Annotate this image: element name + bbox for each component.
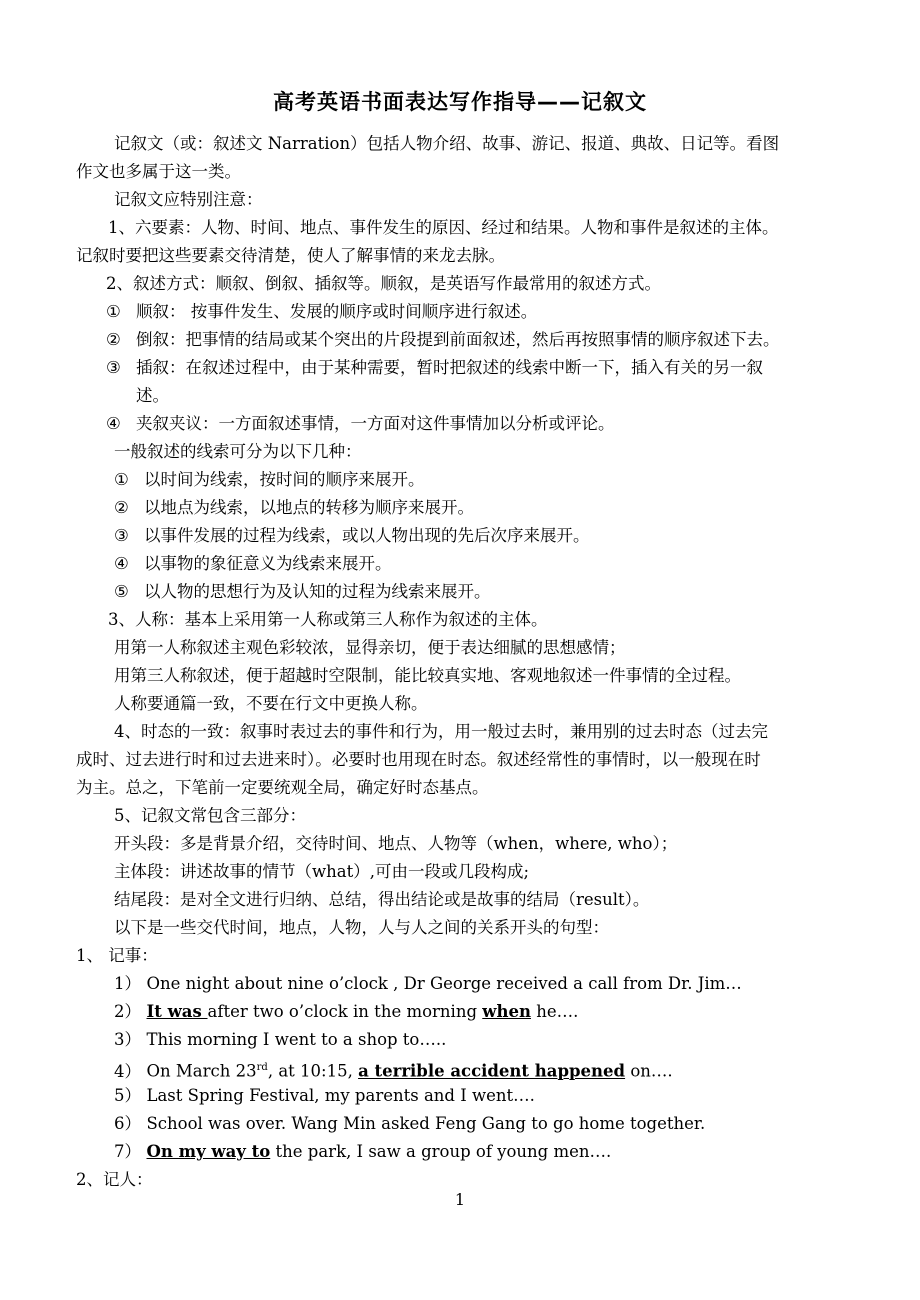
section-2-heading: 2、记人：: [76, 1170, 153, 1189]
narration-item: [106, 357, 763, 379]
example-sentence: [114, 1001, 578, 1023]
point-4-line-1: 4、时态的一致：叙事时表过去的事件和行为，用一般过去时，兼用别的过去时态（过去完: [114, 722, 768, 741]
example-number: 3）: [114, 1030, 141, 1049]
clue-item: [114, 581, 491, 603]
narration-item: [106, 413, 615, 435]
clue-marker: ①: [114, 470, 129, 489]
item-text: 夹叙夹议：一方面叙述事情，一方面对这件事情加以分析或评论。: [136, 414, 615, 433]
example-number: 5）: [114, 1086, 141, 1105]
clue-text: 以地点为线索，以地点的转移为顺序来展开。: [144, 498, 474, 517]
page-title: 高考英语书面表达写作指导——记叙文: [273, 90, 647, 114]
example-emphasis: On my way to: [146, 1142, 271, 1161]
item-continuation: 述。: [136, 386, 169, 405]
example-emphasis: a terrible accident happened: [358, 1061, 626, 1081]
example-emphasis: It was: [146, 1002, 208, 1021]
example-text: on….: [625, 1061, 673, 1081]
point-5-ending: 结尾段：是对全文进行归纳、总结，得出结论或是故事的结局（result）。: [114, 890, 650, 909]
example-number: 7）: [114, 1142, 141, 1161]
example-text: the park, I saw a group of young men….: [270, 1142, 612, 1161]
point-2-heading: 2、叙述方式：顺叙、倒叙、插叙等。顺叙，是英语写作最常用的叙述方式。: [106, 274, 661, 293]
example-text: This morning I went to a shop to…..: [146, 1030, 447, 1049]
example-text: Last Spring Festival, my parents and I went….: [146, 1086, 535, 1105]
item-marker: ①: [106, 302, 121, 321]
example-emphasis: when: [482, 1002, 531, 1021]
item-marker: ④: [106, 414, 121, 433]
example-sentence: [114, 1085, 535, 1107]
point-1-line-1: 1、六要素：人物、时间、地点、事件发生的原因、经过和结果。人物和事件是叙述的主体。: [108, 218, 779, 237]
item-text: 顺叙： 按事件发生、发展的顺序或时间顺序进行叙述。: [136, 302, 538, 321]
point-4-line-2: 成时、过去进行时和过去进来时）。必要时也用现在时态。叙述经常性的事情时，以一般现在时: [76, 750, 761, 769]
example-number: 2）: [114, 1002, 141, 1021]
point-3-line-3: 人称要通篇一致，不要在行文中更换人称。: [114, 694, 428, 713]
clue-text: 以事物的象征意义为线索来展开。: [144, 554, 392, 573]
example-sentence: [114, 1141, 611, 1163]
point-5-opening: 开头段：多是背景介绍，交待时间、地点、人物等（when，where, who）；: [114, 834, 678, 853]
page-number: 1: [454, 1190, 466, 1209]
example-text: On March 23: [146, 1061, 257, 1081]
intro-line-2: 作文也多属于这一类。: [76, 162, 241, 181]
item-marker: ②: [106, 330, 121, 349]
example-text: he….: [530, 1002, 579, 1021]
clue-marker: ②: [114, 498, 129, 517]
example-number: 1）: [114, 974, 141, 993]
example-text: School was over. Wang Min asked Feng Gang to go home together.: [146, 1114, 706, 1133]
intro-note: 记叙文应特别注意：: [114, 190, 263, 209]
example-sentence: [114, 1057, 673, 1083]
clue-item: [114, 497, 474, 519]
clue-marker: ④: [114, 554, 129, 573]
point-3-line-2: 用第三人称叙述，便于超越时空限制，能比较真实地、客观地叙述一件事情的全过程。: [114, 666, 741, 685]
intro-line-1: 记叙文（或：叙述文 Narration）包括人物介绍、故事、游记、报道、典故、日记等。看图: [114, 134, 780, 153]
example-text: One night about nine o’clock , Dr George received a call from Dr. Jim…: [146, 974, 742, 993]
clue-text: 以事件发展的过程为线索，或以人物出现的先后次序来展开。: [144, 526, 590, 545]
ordinal-suffix: rd: [256, 1062, 268, 1073]
example-number: 4）: [114, 1061, 141, 1081]
example-text: after two o’clock in the morning: [207, 1002, 483, 1021]
point-5-body: 主体段：讲述故事的情节（what）,可由一段或几段构成;: [114, 862, 530, 881]
clue-text: 以时间为线索，按时间的顺序来展开。: [144, 470, 425, 489]
point-3-heading: 3、人称：基本上采用第一人称或第三人称作为叙述的主体。: [108, 610, 548, 629]
clue-item: [114, 553, 392, 575]
clue-item: [114, 525, 590, 547]
point-4-line-3: 为主。总之，下笔前一定要统观全局，确定好时态基点。: [76, 778, 489, 797]
clue-text: 以人物的思想行为及认知的过程为线索来展开。: [144, 582, 491, 601]
clues-heading: 一般叙述的线索可分为以下几种：: [114, 442, 362, 461]
example-number: 6）: [114, 1114, 141, 1133]
example-sentence: [114, 973, 742, 995]
example-sentence: [114, 1113, 705, 1135]
point-5-heading: 5、记叙文常包含三部分：: [114, 806, 306, 825]
item-marker: ③: [106, 358, 121, 377]
item-text: 插叙：在叙述过程中，由于某种需要，暂时把叙述的线索中断一下，插入有关的另一叙: [136, 358, 763, 377]
narration-item: [106, 301, 537, 323]
point-1-line-2: 记叙时要把这些要素交待清楚，使人了解事情的来龙去脉。: [76, 246, 505, 265]
item-text: 倒叙：把事情的结局或某个突出的片段提到前面叙述，然后再按照事情的顺序叙述下去。: [136, 330, 780, 349]
example-text: , at 10:15,: [267, 1061, 359, 1081]
clue-item: [114, 469, 425, 491]
point-3-line-1: 用第一人称叙述主观色彩较浓，显得亲切，便于表达细腻的思想感情；: [114, 638, 626, 657]
section-1-heading: 1、 记事：: [76, 946, 158, 965]
example-sentence: [114, 1029, 446, 1051]
clue-marker: ③: [114, 526, 129, 545]
clue-marker: ⑤: [114, 582, 129, 601]
point-5-intro: 以下是一些交代时间，地点，人物，人与人之间的关系开头的句型：: [114, 918, 609, 937]
narration-item: [106, 329, 780, 351]
